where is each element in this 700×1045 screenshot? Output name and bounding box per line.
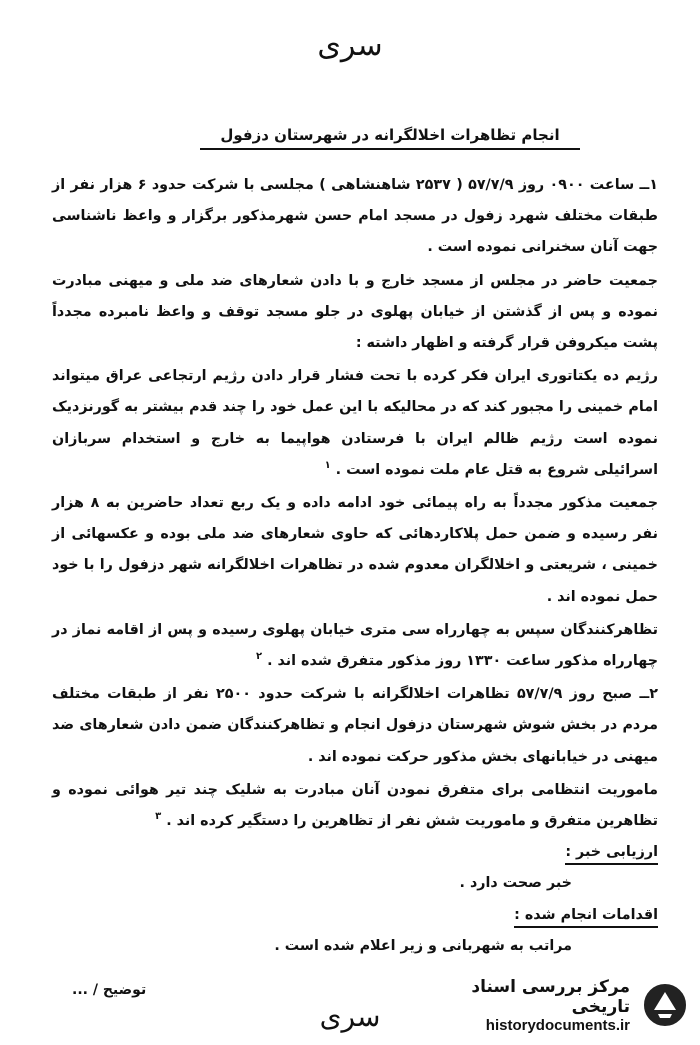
assessment-text: خبر صحت دارد . [459, 875, 572, 892]
classification-bottom: سری [319, 1000, 381, 1033]
explanation-label: توضیح / [92, 982, 147, 998]
watermark-text [420, 977, 636, 1034]
paragraph-2 [52, 266, 658, 360]
footnote-mark-3: ۳ [155, 811, 162, 823]
paragraph-5-text: تظاهرکنندگان سپس به چهارراه سی متری خیابان پهلوی رسیده و پس از اقامه نماز در چهارراه مذکور ساعت ۱۳۳۰ روز مذکور متفرق شده اند . [52, 621, 658, 670]
actions-text: مراتب به شهربانی و زیر اعلام شده است . [274, 937, 572, 954]
explanation-note [72, 982, 146, 998]
paragraph-6-text: ۲ــ صبح روز ۵۷/۷/۹ تظاهرات اخلالگرانه با شرکت حدود ۲۵۰۰ نفر از طبقات مختلف مردم در بخش شوش شهرستان دزفول انجام و تظاهرکنندگان ضمن دادن شعارهای ضد میهنی در خیابانهای بخش مذکور حرکت نموده اند . [52, 686, 658, 765]
watermark-url: historydocuments.ir [485, 1016, 630, 1034]
paragraph-7 [52, 775, 658, 837]
archive-logo-icon [640, 980, 690, 1030]
paragraph-7-text: ماموریت انتظامی برای متفرق نمودن آنان مبادرت به شلیک چند تیر هوائی نموده و تظاهرین متفرق و ماموریت شش نفر از تظاهرین را دستگیر کرده اند . [52, 781, 658, 830]
paragraph-1 [52, 170, 658, 264]
assessment-section [52, 837, 658, 868]
assessment-line [52, 868, 658, 899]
footnote-mark-2: ۲ [256, 651, 263, 663]
watermark [420, 975, 690, 1035]
paragraph-2-text: جمعیت حاضر در مجلس از مسجد خارج و با دادن شعارهای ضد ملی و میهنی مبادرت نموده و پس از گذشتن از خیابان پهلوی در جلو مسجد توقف و واعظ نامبرده مجدداً پشت میکروفن قرار گرفته و اظهار داشته : [52, 272, 658, 352]
paragraph-4 [52, 488, 658, 613]
document-title: انجام تظاهرات اخلالگرانه در شهرستان دزفول [200, 126, 580, 150]
paragraph-3-text: رژیم ده یکتاتوری ایران فکر کرده با تحت فشار قرار دادن رژیم ارتجاعی عراق میتواند امام خمینی را مجبور کند که در محالیکه با این عمل خود را چند قدم بیشتر به گورنزدیک نموده است رژیم ظالم ایران با فرستادن هواپیما به خارج و استخدام سربازان اسرائیلی شروع به قتل عام ملت نموده است . [52, 368, 658, 478]
paragraph-6 [52, 679, 658, 773]
document-body [52, 170, 658, 962]
footnote-mark-1: ۱ [324, 460, 331, 472]
watermark-name: مرکز بررسی اسناد تاریخی [471, 976, 630, 1017]
paragraph-1-text: ۱ــ ساعت ۰۹۰۰ روز ۵۷/۷/۹ ( ۲۵۳۷ شاهنشاهی ) مجلسی با شرکت حدود ۶ هزار نفر از طبقات مختلف شهرد زفول در مسجد امام حسن شهرمذکور برگزار و واعظ ناشناسی جهت آنان سخنرانی نموده است . [52, 177, 658, 256]
assessment-heading: ارزیابی خبر : [565, 841, 658, 865]
paragraph-5 [52, 615, 658, 677]
explanation-value: ... [72, 982, 88, 998]
paragraph-4-text: جمعیت مذکور مجدداً به راه پیمائی خود ادامه داده و یک ربع تعداد حاضرین به ۸ هزار نفر رسیده و ضمن حمل پلاکاردهائی که حاوی شعارهای ضد ملی بوده و عکسهائی از خمینی ، شریعتی و اخلالگران معدوم شده در تظاهرات اخلالگرانه شهر دزفول را با خود حمل نموده اند . [52, 495, 658, 605]
classification-top: سری [317, 28, 383, 63]
actions-line [52, 931, 658, 962]
actions-heading: اقدامات انجام شده : [514, 904, 658, 928]
actions-section [52, 900, 658, 931]
paragraph-3 [52, 361, 658, 486]
